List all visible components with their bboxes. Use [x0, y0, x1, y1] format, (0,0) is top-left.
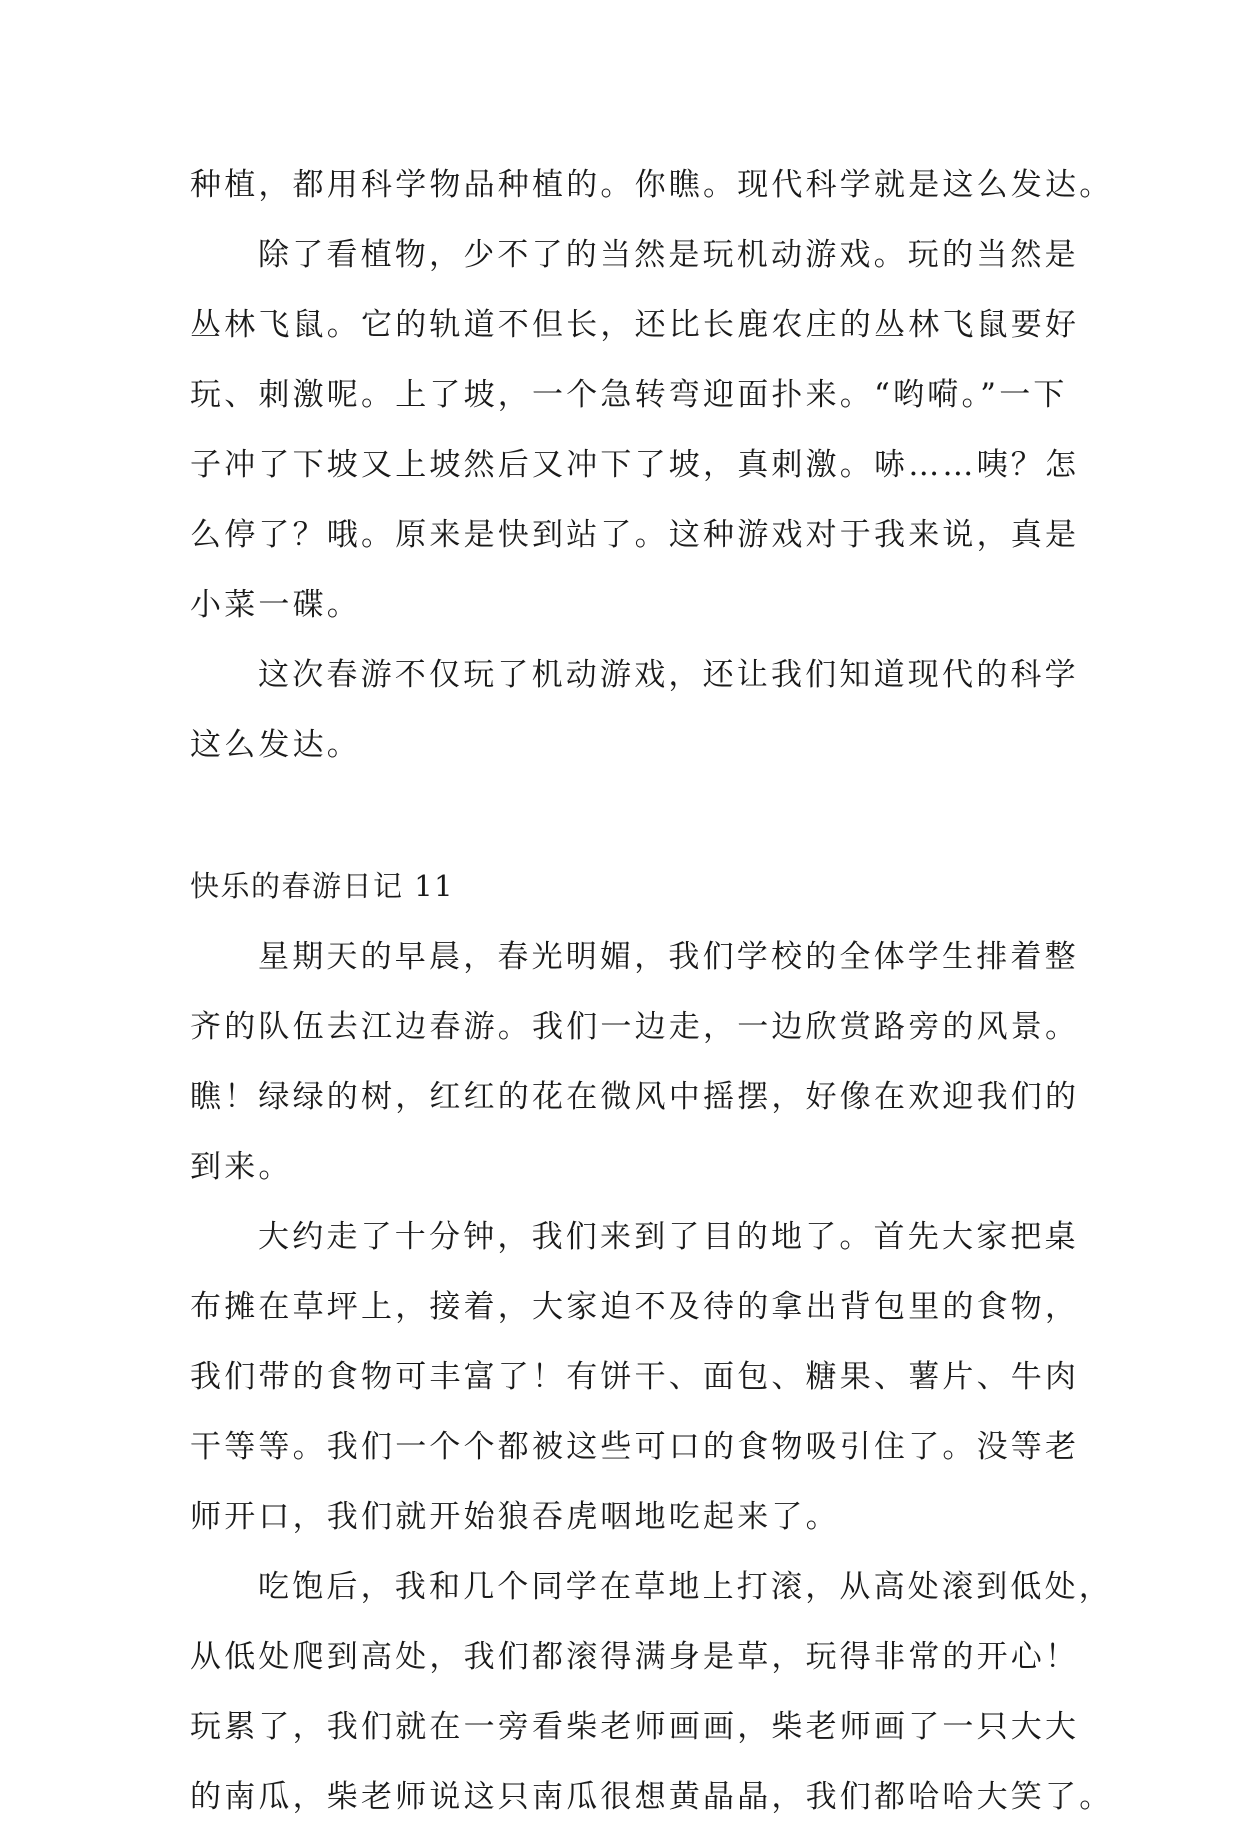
text-line: 师开口，我们就开始狼吞虎咽地吃起来了。 [190, 1499, 840, 1535]
text-line: 子冲了下坡又上坡然后又冲下了坡，真刺激。哧……咦？怎 [190, 447, 1080, 483]
paragraph-start-line: 除了看植物，少不了的当然是玩机动游戏。玩的当然是 [258, 237, 1079, 273]
text-line: 瞧！绿绿的树，红红的花在微风中摇摆，好像在欢迎我们的 [190, 1079, 1080, 1115]
text-line: 我们带的食物可丰富了！有饼干、面包、糖果、薯片、牛肉 [190, 1359, 1080, 1395]
text-line: 么停了？哦。原来是快到站了。这种游戏对于我来说，真是 [190, 517, 1080, 553]
paragraph-start-line: 吃饱后，我和几个同学在草地上打滚，从高处滚到低处， [258, 1569, 1113, 1605]
text-line: 到来。 [190, 1149, 293, 1185]
paragraph-start-line: 星期天的早晨，春光明媚，我们学校的全体学生排着整 [258, 939, 1079, 975]
text-line: 小菜一碟。 [190, 587, 361, 623]
text-line: 这么发达。 [190, 727, 361, 763]
paragraph-start-line: 大约走了十分钟，我们来到了目的地了。首先大家把桌 [258, 1219, 1079, 1255]
text-line: 干等等。我们一个个都被这些可口的食物吸引住了。没等老 [190, 1429, 1080, 1465]
document-body [190, 150, 1114, 1832]
section-title: 快乐的春游日记 11 [190, 869, 455, 903]
text-line: 种植，都用科学物品种植的。你瞧。现代科学就是这么发达。 [190, 167, 1114, 203]
section-spacer [190, 780, 1056, 850]
text-line: 玩累了，我们就在一旁看柴老师画画，柴老师画了一只大大 [190, 1709, 1080, 1745]
text-line: 丛林飞鼠。它的轨道不但长，还比长鹿农庄的丛林飞鼠要好 [190, 307, 1080, 343]
text-line: 从低处爬到高处，我们都滚得满身是草，玩得非常的开心！ [190, 1639, 1080, 1675]
text-line: 布摊在草坪上，接着，大家迫不及待的拿出背包里的食物， [190, 1289, 1080, 1325]
paragraph-start-line: 这次春游不仅玩了机动游戏，还让我们知道现代的科学 [258, 657, 1079, 693]
text-line: 的南瓜，柴老师说这只南瓜很想黄晶晶，我们都哈哈大笑了。 [190, 1779, 1114, 1815]
text-line: 齐的队伍去江边春游。我们一边走，一边欣赏路旁的风景。 [190, 1009, 1080, 1045]
text-line: 玩、刺激呢。上了坡，一个急转弯迎面扑来。“哟嗬。”一下 [190, 377, 1068, 413]
